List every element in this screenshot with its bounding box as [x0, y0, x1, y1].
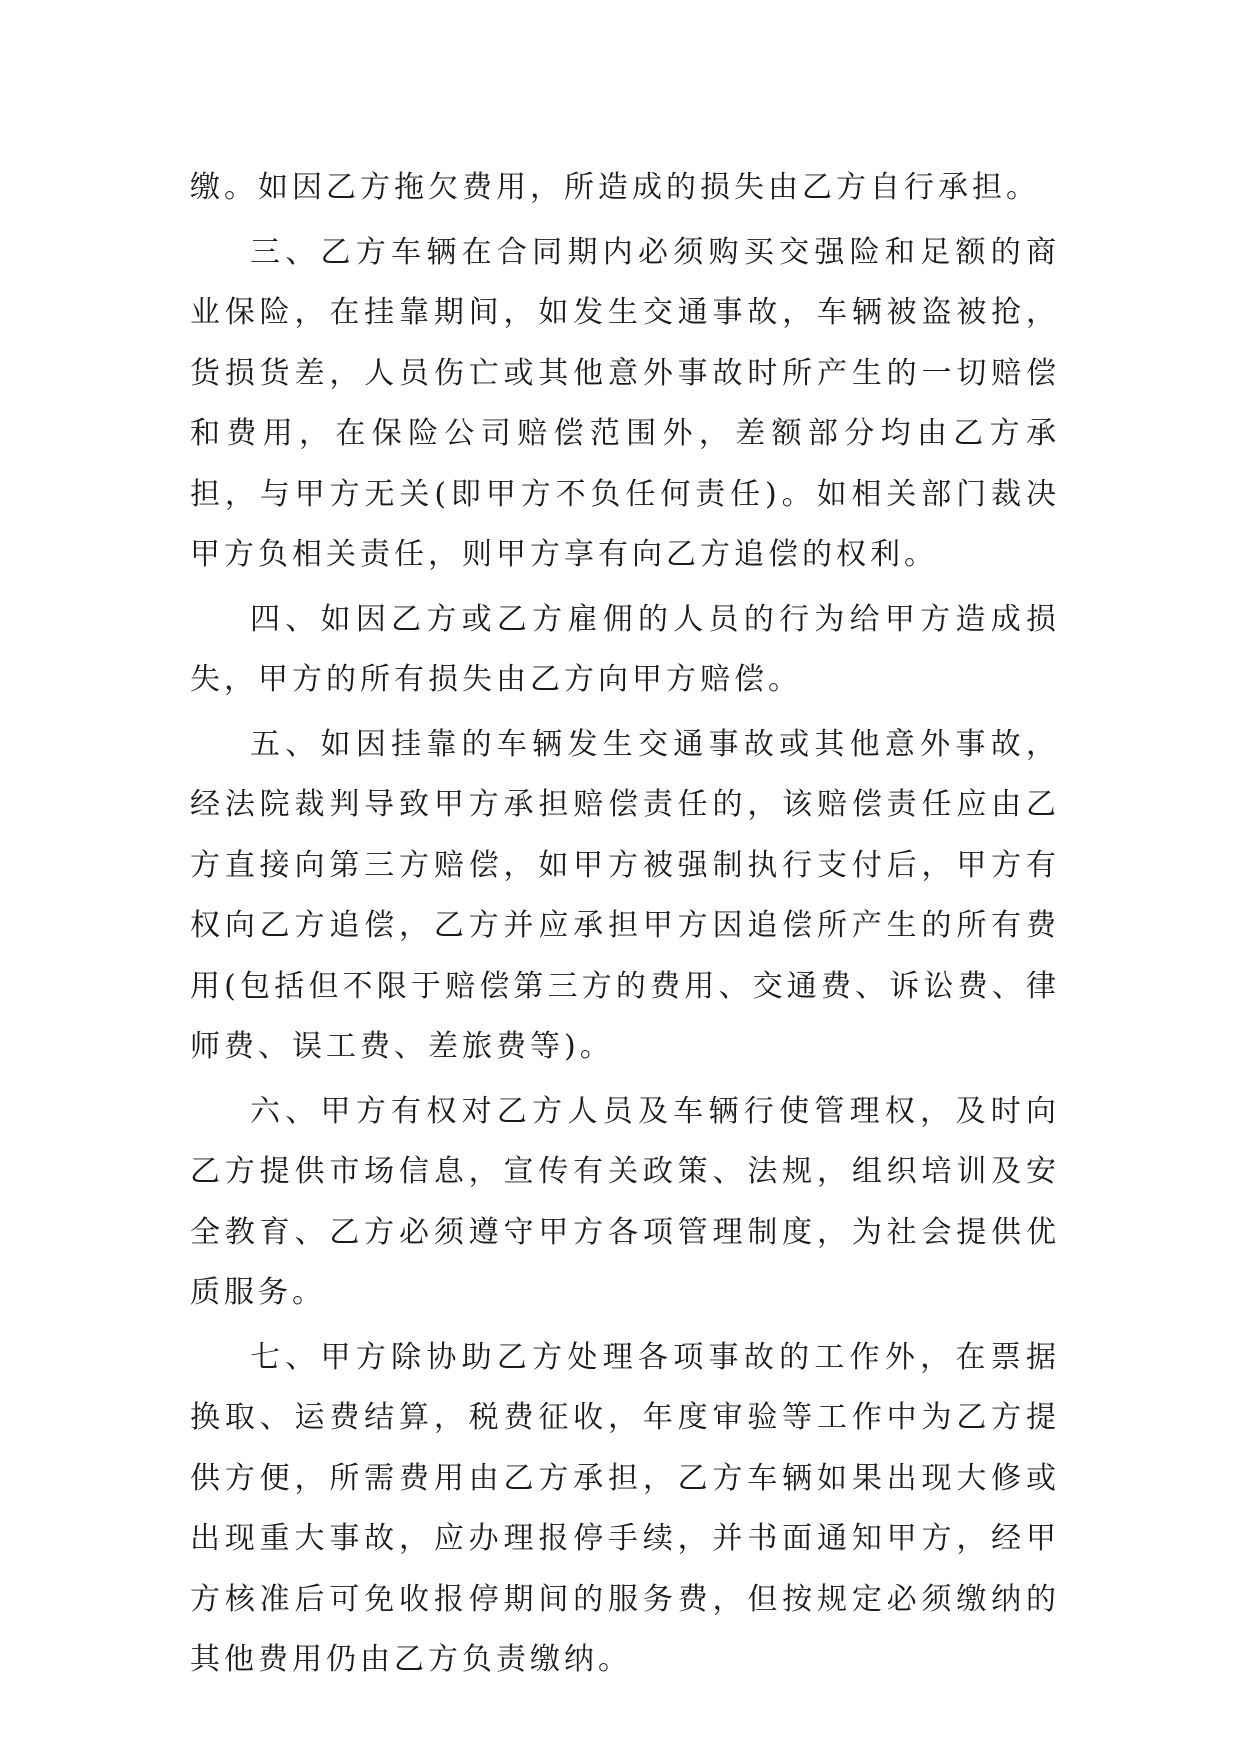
paragraph-clause-7: 七、甲方除协助乙方处理各项事故的工作外，在票据换取、运费结算，税费征收，年度审验等工作中为乙方提供方便，所需费用由乙方承担，乙方车辆如果出现大修或出现重大事故，应办理报停手续，并书面通知甲方，经甲方核准后可免收报停期间的服务费，但按规定必须缴纳的其他费用仍由乙方负责缴纳。	[190, 1339, 1060, 1677]
paragraph-clause-4: 四、如因乙方或乙方雇佣的人员的行为给甲方造成损失，甲方的所有损失由乙方向甲方赔偿。	[190, 601, 1060, 697]
paragraph-clause-6: 六、甲方有权对乙方人员及车辆行使管理权，及时向乙方提供市场信息，宣传有关政策、法规，组织培训及安全教育、乙方必须遵守甲方各项管理制度，为社会提供优质服务。	[190, 1093, 1060, 1310]
paragraph-clause-5: 五、如因挂靠的车辆发生交通事故或其他意外事故，经法院裁判导致甲方承担赔偿责任的，该赔偿责任应由乙方直接向第三方赔偿，如甲方被强制执行支付后，甲方有权向乙方追偿，乙方并应承担甲方因追偿所产生的所有费用(包括但不限于赔偿第三方的费用、交通费、诉讼费、律师费、误工费、差旅费等)。	[190, 726, 1060, 1064]
paragraph-clause-3: 三、乙方车辆在合同期内必须购买交强险和足额的商业保险，在挂靠期间，如发生交通事故，车辆被盗被抢，货损货差，人员伤亡或其他意外事故时所产生的一切赔偿和费用，在保险公司赔偿范围外，差额部分均由乙方承担，与甲方无关(即甲方不负任何责任)。如相关部门裁决甲方负相关责任，则甲方享有向乙方追偿的权利。	[190, 234, 1060, 572]
paragraph-continuation: 缴。如因乙方拖欠费用，所造成的损失由乙方自行承担。	[190, 170, 1040, 205]
document-body	[190, 158, 1060, 1695]
